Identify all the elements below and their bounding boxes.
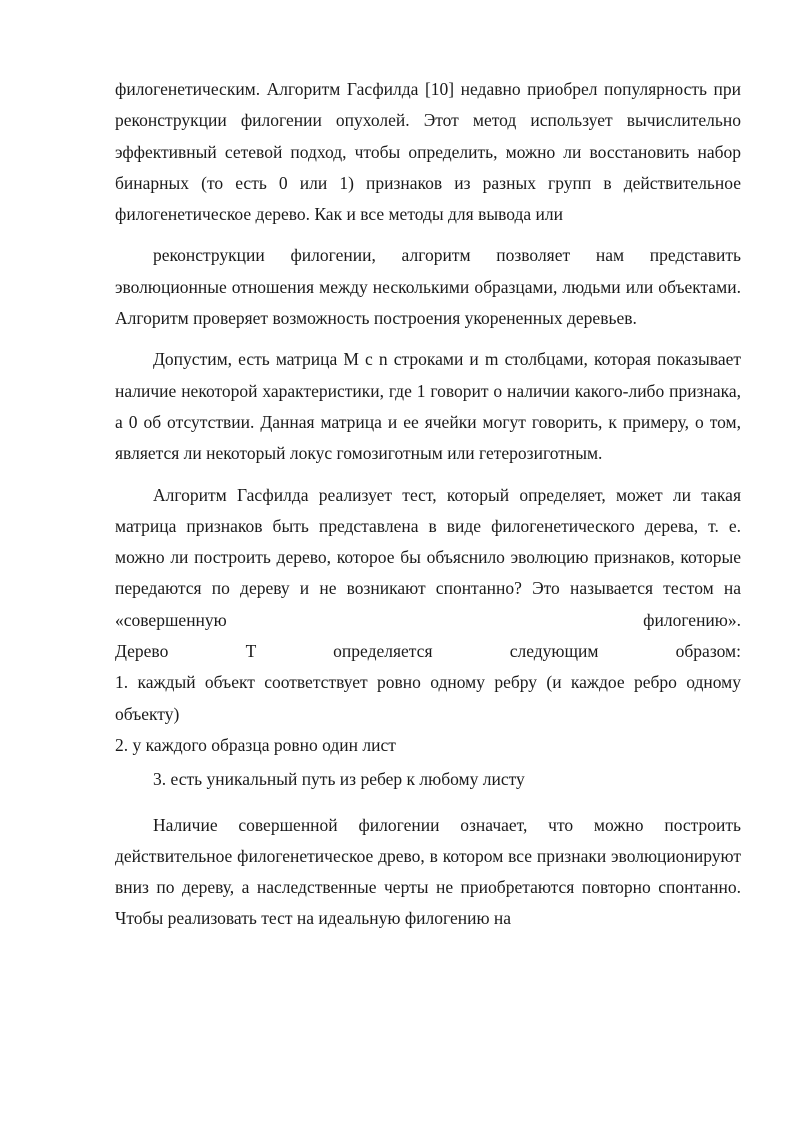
- paragraph-matrix-definition: Допустим, есть матрица M с n строками и m столбцами, которая показывает наличие некоторой характеристики, где 1 говорит о наличии какого-либо признака, а 0 об отсутствии. Данная матрица и ее ячейки могут говорить, к примеру, о том, является ли некоторый локус гомозиготным или гетерозиготным.: [115, 349, 741, 464]
- document-page: [115, 74, 741, 935]
- list-item-1: 1. каждый объект соответствует ровно одному ребру (и каждое ребро одному объекту): [115, 672, 741, 724]
- list-item-3: 3. есть уникальный путь из ребер к любому листу: [153, 769, 525, 790]
- paragraph-tree-definition: Дерево T определяется следующим образом:: [115, 641, 741, 662]
- paragraph-reconstruction: реконструкции филогении, алгоритм позволяет нам представить эволюционные отношения между несколькими образцами, людьми или объектами. Алгоритм проверяет возможность построения укорененных деревьев.: [115, 245, 741, 329]
- paragraph-gusfield-intro: филогенетическим. Алгоритм Гасфилда [10] недавно приобрел популярность при реконструкции филогении опухолей. Этот метод использует вычислительно эффективный сетевой подход, чтобы определить, можно ли восстановить набор бинарных (то есть 0 или 1) признаков из разных групп в действительное филогенетическое дерево. Как и все методы для вывода или: [115, 79, 741, 225]
- list-item-2: 2. у каждого образца ровно один лист: [115, 734, 396, 755]
- paragraph-perfect-phylogeny-test: Алгоритм Гасфилда реализует тест, который определяет, может ли такая матрица признаков быть представлена в виде филогенетического дерева, т. е. можно ли построить дерево, которое бы объяснило эволюцию признаков, которые передаются по дереву и не возникают спонтанно? Это называется тестом на «совершенную филогению».: [115, 484, 741, 630]
- paragraph-perfect-phylogeny-meaning: Наличие совершенной филогении означает, что можно построить действительное филогенетическое древо, в котором все признаки эволюционируют вниз по дереву, а наследственные черты не приобретаются повторно спонтанно. Чтобы реализовать тест на идеальную филогению на: [115, 814, 741, 929]
